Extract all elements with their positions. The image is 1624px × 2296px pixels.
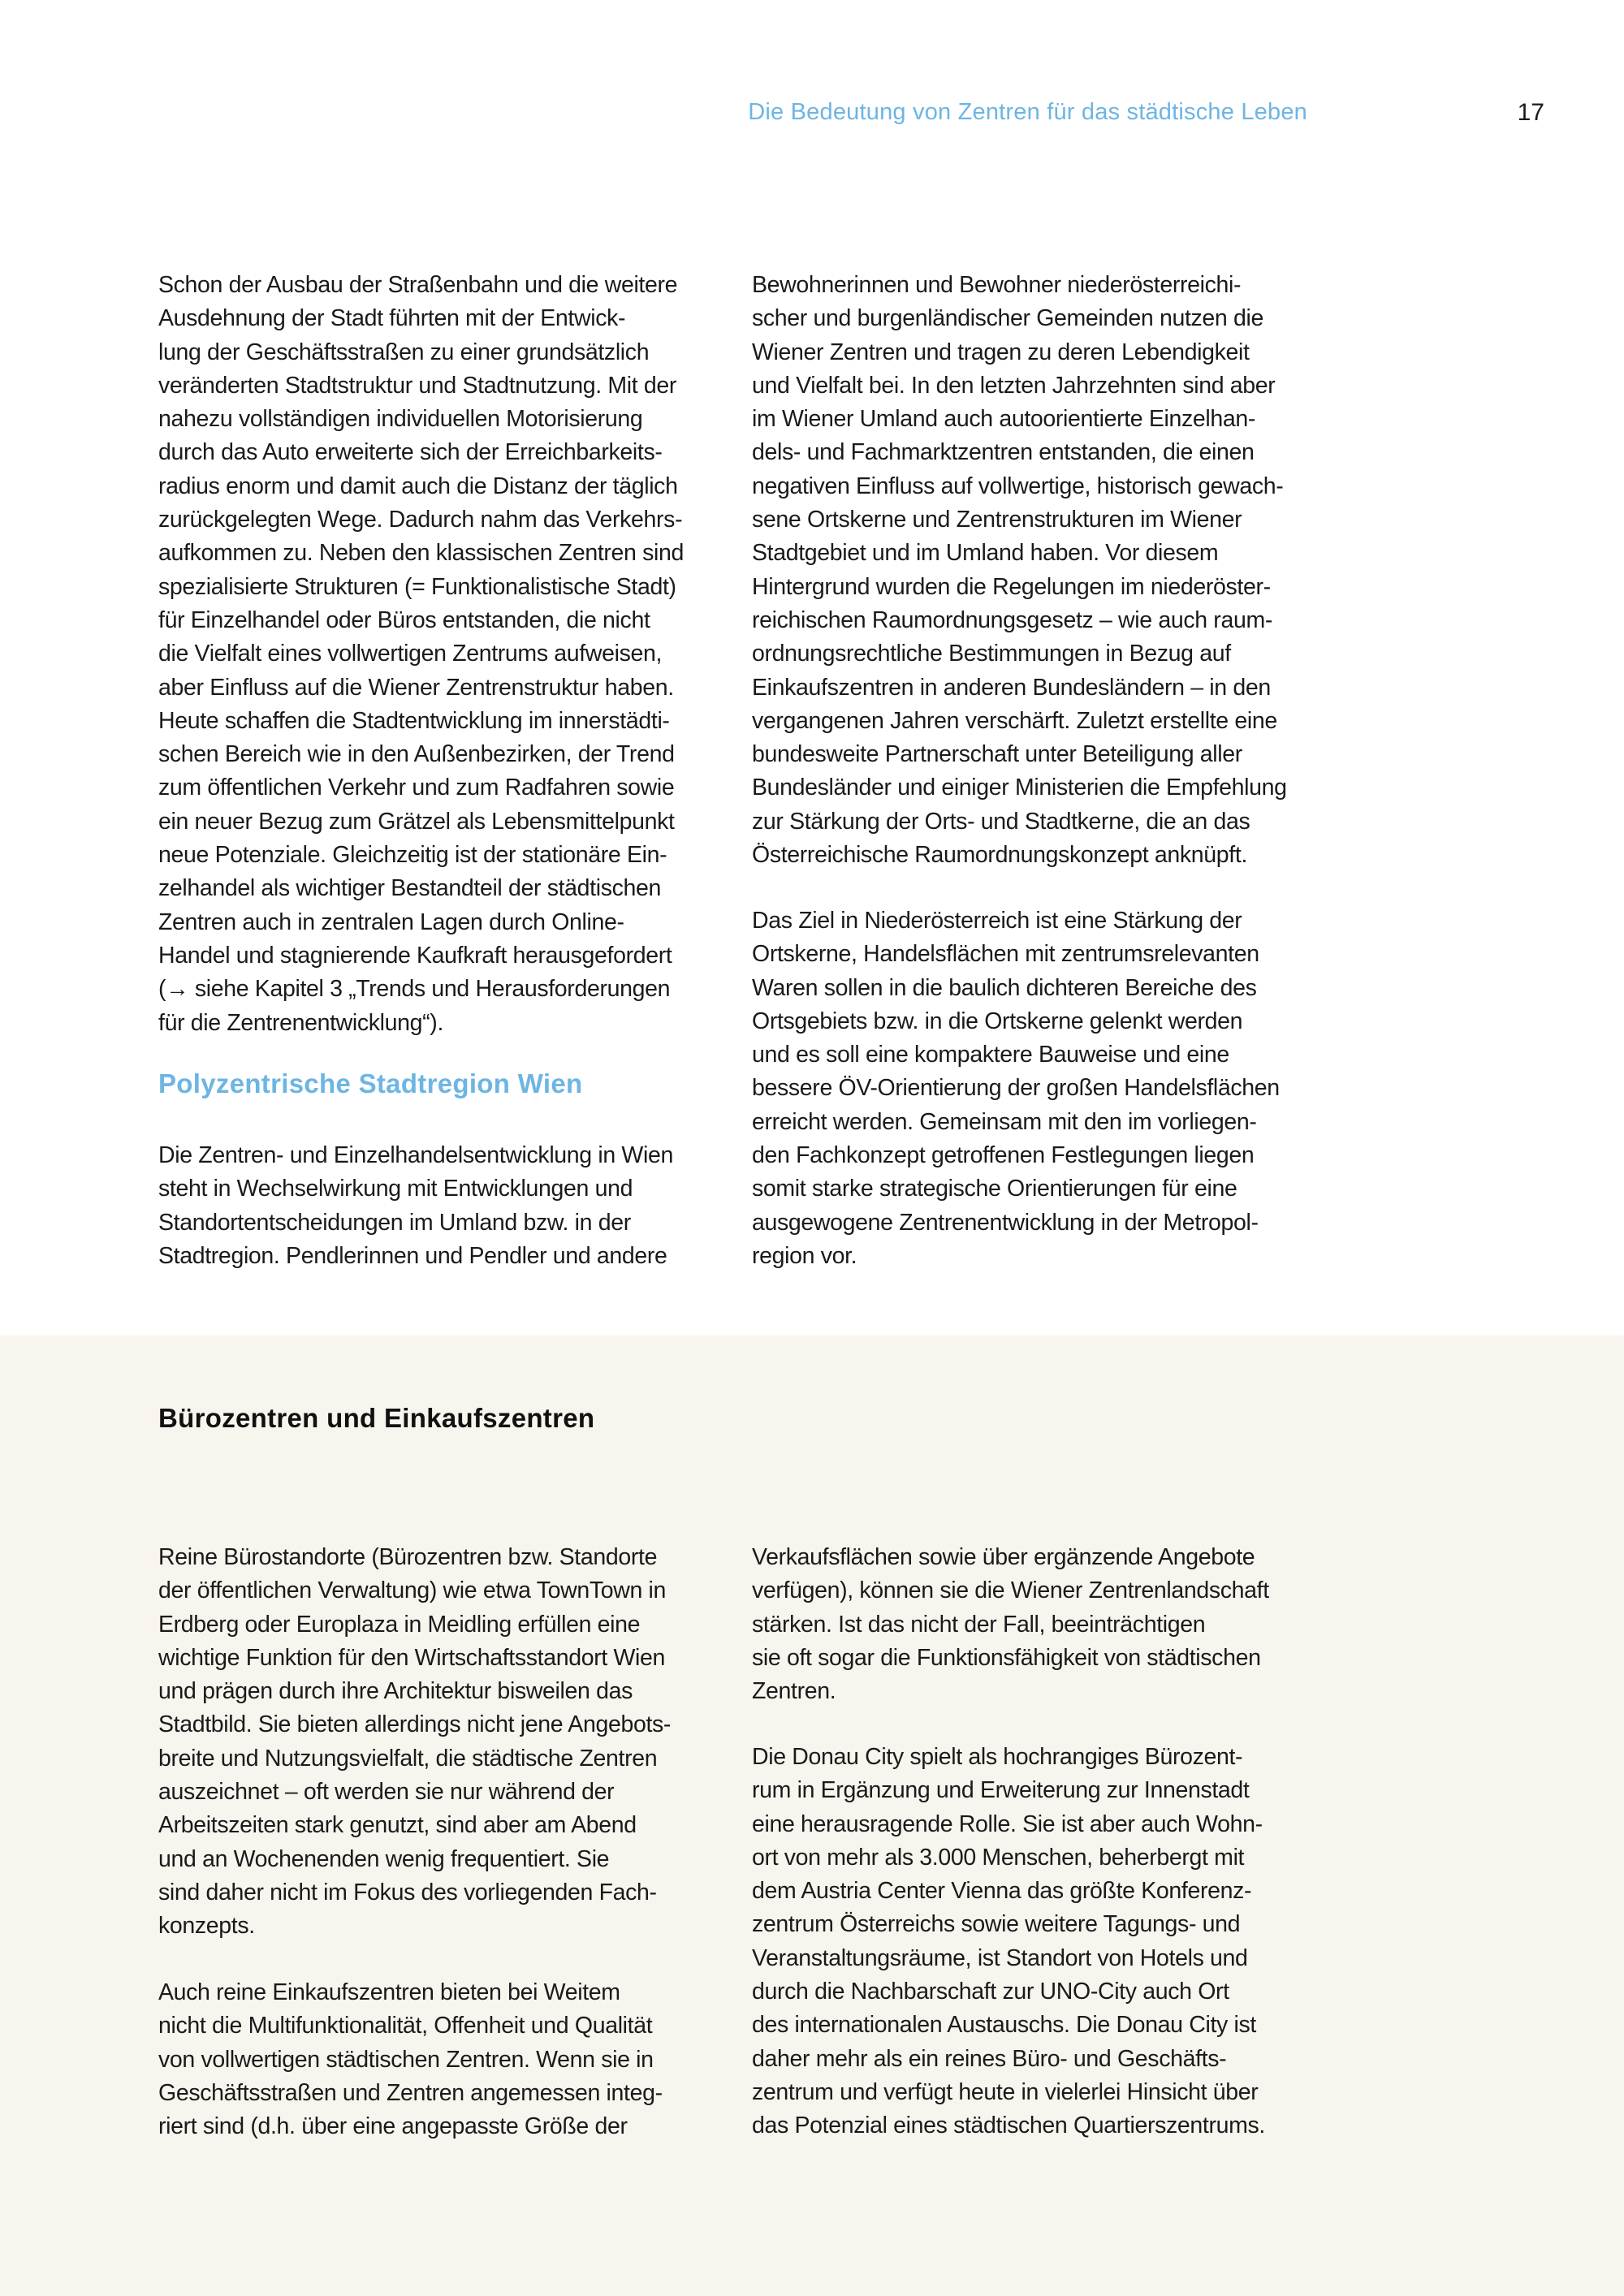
text-line: aufkommen zu. Neben den klassischen Zentren sind [158, 540, 684, 567]
text-line: sie oft sogar die Funktionsfähigkeit von städtischen [752, 1644, 1261, 1671]
text-line: Standortentscheidungen im Umland bzw. in der [158, 1209, 631, 1236]
text-line: und Vielfalt bei. In den letzten Jahrzehnten sind aber [752, 372, 1276, 399]
text-line: neue Potenziale. Gleichzeitig ist der stationäre Ein- [158, 842, 667, 869]
text-line: Waren sollen in die baulich dichteren Bereiche des [752, 974, 1257, 1001]
text-line: durch das Auto erweiterte sich der Erreichbarkeits- [158, 439, 663, 466]
text-line: breite und Nutzungsvielfalt, die städtische Zentren [158, 1745, 658, 1772]
text-line: Schon der Ausbau der Straßenbahn und die weitere [158, 272, 678, 298]
text-line: ausgewogene Zentrenentwicklung in der Metropol- [752, 1209, 1259, 1236]
text-line: steht in Wechselwirkung mit Entwicklungen und [158, 1176, 633, 1202]
paragraph-box-left-1 [158, 1541, 727, 1944]
text-line: reichischen Raumordnungsgesetz – wie auch raum- [752, 606, 1272, 633]
section-heading-polyzentrische: Polyzentrische Stadtregion Wien [158, 1068, 583, 1098]
page-number: 17 [1517, 99, 1544, 126]
text-line: Ausdehnung der Stadt führten mit der Entwick- [158, 305, 626, 332]
text-line: Stadtgebiet und im Umland haben. Vor diesem [752, 540, 1219, 567]
text-line: aber Einfluss auf die Wiener Zentrenstruktur haben. [158, 674, 674, 701]
text-line: und prägen durch ihre Architektur bisweilen das [158, 1678, 633, 1705]
text-line: Veranstaltungsräume, ist Standort von Hotels und [752, 1944, 1248, 1971]
text-line: eine herausragende Rolle. Sie ist aber auch Wohn- [752, 1810, 1263, 1837]
text-line: im Wiener Umland auch autoorientierte Einzelhan- [752, 406, 1256, 433]
text-line: nahezu vollständigen individuellen Motorisierung [158, 406, 643, 433]
text-line: Arbeitszeiten stark genutzt, sind aber am Abend [158, 1812, 637, 1839]
text-line: riert sind (d.h. über eine angepasste Größe der [158, 2113, 628, 2140]
paragraph-box-right-2 [752, 1741, 1320, 2143]
text-line: scher und burgenländischer Gemeinden nutzen die [752, 305, 1263, 332]
text-line: (→ siehe Kapitel 3 „Trends und Herausforderungen [158, 976, 671, 1003]
text-line: Hintergrund wurden die Regelungen im niederöster- [752, 573, 1271, 600]
text-line: durch die Nachbarschaft zur UNO-City auch Ort [752, 1979, 1229, 2005]
text-line: wichtige Funktion für den Wirtschaftsstandort Wien [158, 1644, 666, 1671]
text-line: ordnungsrechtliche Bestimmungen in Bezug auf [752, 641, 1231, 667]
text-line: Die Zentren- und Einzelhandelsentwicklung in Wien [158, 1142, 673, 1168]
text-line: erreicht werden. Gemeinsam mit den im vorliegen- [752, 1108, 1257, 1135]
text-line: und es soll eine kompaktere Bauweise und eine [752, 1042, 1229, 1068]
text-line: Erdberg oder Europlaza in Meidling erfüllen eine [158, 1611, 641, 1638]
text-line: zurückgelegten Wege. Dadurch nahm das Verkehrs- [158, 507, 683, 533]
text-line: lung der Geschäftsstraßen zu einer grundsätzlich [158, 339, 650, 365]
text-line: Bundesländer und einiger Ministerien die Empfehlung [752, 775, 1287, 801]
text-line: auszeichnet – oft werden sie nur während der [158, 1779, 615, 1806]
info-box-heading: Bürozentren und Einkaufszentren [158, 1403, 595, 1433]
text-line: zum öffentlichen Verkehr und zum Radfahren sowie [158, 775, 675, 801]
paragraph-top-left-1 [158, 269, 727, 1040]
text-line: nicht die Multifunktionalität, Offenheit und Qualität [158, 2013, 653, 2039]
text-line: Die Donau City spielt als hochrangiges Bürozent- [752, 1744, 1243, 1770]
text-line: zelhandel als wichtiger Bestandteil der städtischen [158, 875, 662, 902]
text-line: daher mehr als ein reines Büro- und Geschäfts- [752, 2045, 1227, 2072]
paragraph-box-left-2 [158, 1976, 727, 2143]
text-line: für Einzelhandel oder Büros entstanden, die nicht [158, 606, 650, 633]
text-line: Auch reine Einkaufszentren bieten bei Weitem [158, 1979, 620, 2005]
text-line: das Potenzial eines städtischen Quartierszentrums. [752, 2113, 1265, 2139]
text-line: rum in Ergänzung und Erweiterung zur Innenstadt [752, 1777, 1250, 1804]
text-line: Bewohnerinnen und Bewohner niederösterreichi- [752, 272, 1242, 298]
text-line: Verkaufsflächen sowie über ergänzende Angebote [752, 1544, 1255, 1570]
text-line: schen Bereich wie in den Außenbezirken, der Trend [158, 741, 675, 768]
text-line: Heute schaffen die Stadtentwicklung im innerstädti- [158, 707, 670, 734]
text-line: bessere ÖV-Orientierung der großen Handelsflächen [752, 1075, 1280, 1102]
text-line: radius enorm und damit auch die Distanz der täglich [158, 473, 678, 499]
text-line: ort von mehr als 3.000 Menschen, beherbergt mit [752, 1844, 1245, 1871]
text-line: den Fachkonzept getroffenen Festlegungen liegen [752, 1142, 1255, 1169]
text-line: Ortskerne, Handelsflächen mit zentrumsrelevanten [752, 941, 1259, 968]
text-line: die Vielfalt eines vollwertigen Zentrums aufweisen, [158, 641, 663, 667]
text-line: Österreichische Raumordnungskonzept anknüpft. [752, 842, 1248, 869]
text-line: Einkaufszentren in anderen Bundesländern – in den [752, 674, 1271, 701]
running-header-title: Die Bedeutung von Zentren für das städtische Leben [748, 99, 1307, 125]
text-line: sind daher nicht im Fokus des vorliegenden Fach- [158, 1879, 657, 1905]
text-line: stärken. Ist das nicht der Fall, beeinträchtigen [752, 1611, 1206, 1638]
text-line: von vollwertigen städtischen Zentren. Wenn sie in [158, 2046, 654, 2073]
text-line: somit starke strategische Orientierungen für eine [752, 1176, 1237, 1202]
text-line: sene Ortskerne und Zentrenstrukturen im Wiener [752, 507, 1242, 533]
text-line: ein neuer Bezug zum Grätzel als Lebensmittelpunkt [158, 808, 675, 835]
paragraph-top-left-2 [158, 1139, 727, 1273]
text-line: region vor. [752, 1242, 857, 1269]
text-line: Das Ziel in Niederösterreich ist eine Stärkung der [752, 908, 1242, 934]
text-line: Handel und stagnierende Kaufkraft herausgefordert [158, 942, 672, 969]
text-line: negativen Einfluss auf vollwertige, historisch gewach- [752, 473, 1284, 499]
text-line: zentrum und verfügt heute in vielerlei Hinsicht über [752, 2078, 1259, 2105]
text-line: Zentren auch in zentralen Lagen durch Online- [158, 908, 624, 935]
text-line: für die Zentrenentwicklung“). [158, 1009, 444, 1036]
text-line: konzepts. [158, 1913, 255, 1940]
text-line: vergangenen Jahren verschärft. Zuletzt erstellte eine [752, 707, 1277, 734]
text-line: dels- und Fachmarktzentren entstanden, die einen [752, 439, 1255, 466]
text-line: verfügen), können sie die Wiener Zentrenlandschaft [752, 1577, 1269, 1604]
text-line: veränderten Stadtstruktur und Stadtnutzung. Mit der [158, 372, 677, 399]
text-line: dem Austria Center Vienna das größte Konferenz- [752, 1878, 1252, 1905]
text-line: zentrum Österreichs sowie weitere Tagungs- und [752, 1911, 1241, 1938]
paragraph-top-right-1 [752, 269, 1320, 872]
text-line: zur Stärkung der Orts- und Stadtkerne, die an das [752, 808, 1250, 835]
text-line: der öffentlichen Verwaltung) wie etwa TownTown in [158, 1577, 667, 1604]
paragraph-box-right-1 [752, 1541, 1320, 1708]
text-line: Zentren. [752, 1678, 836, 1705]
paragraph-top-right-2 [752, 904, 1320, 1273]
text-line: bundesweite Partnerschaft unter Beteiligung aller [752, 741, 1242, 768]
text-line: des internationalen Austauschs. Die Donau City ist [752, 2012, 1256, 2039]
text-line: Stadtbild. Sie bieten allerdings nicht jene Angebots- [158, 1711, 672, 1738]
text-line: und an Wochenenden wenig frequentiert. Sie [158, 1845, 610, 1872]
text-line: Reine Bürostandorte (Bürozentren bzw. Standorte [158, 1544, 658, 1570]
text-line: spezialisierte Strukturen (= Funktionalistische Stadt) [158, 573, 676, 600]
text-line: Wiener Zentren und tragen zu deren Lebendigkeit [752, 339, 1250, 365]
text-line: Geschäftsstraßen und Zentren angemessen integ- [158, 2079, 663, 2106]
text-line: Stadtregion. Pendlerinnen und Pendler und andere [158, 1242, 667, 1269]
text-line: Ortsgebiets bzw. in die Ortskerne gelenkt werden [752, 1008, 1243, 1034]
